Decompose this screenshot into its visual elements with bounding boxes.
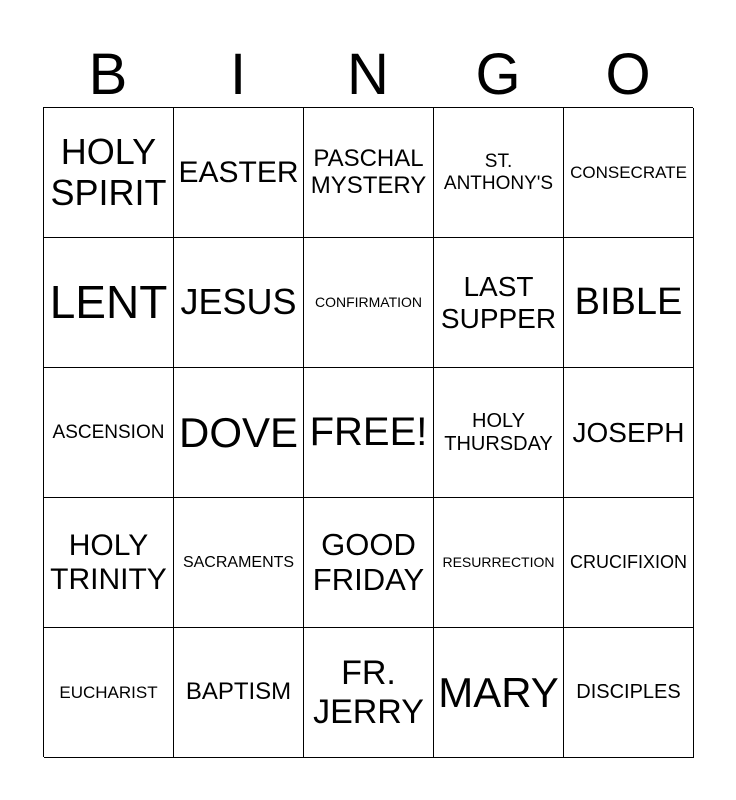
cell-label: FR. JERRY: [313, 654, 424, 731]
cell-label: LENT: [49, 275, 168, 328]
cell-label: JOSEPH: [572, 416, 685, 448]
cell-label: HOLY THURSDAY: [444, 410, 553, 455]
cell-label: HOLY TRINITY: [50, 528, 167, 596]
bingo-cell-r1c4[interactable]: [434, 108, 564, 238]
cell-label: PASCHAL MYSTERY: [310, 144, 427, 199]
bingo-cell-r4c4[interactable]: [434, 498, 564, 628]
cell-label: MARY: [438, 668, 559, 716]
cell-label: DISCIPLES: [576, 681, 681, 704]
bingo-cell-r3c5[interactable]: [564, 368, 694, 498]
bingo-cell-r5c3[interactable]: [304, 628, 434, 758]
cell-label: CONSECRATE: [570, 162, 687, 182]
bingo-card: [43, 107, 693, 757]
cell-label: EUCHARIST: [59, 682, 158, 702]
cell-label: EASTER: [178, 155, 299, 189]
bingo-cell-r5c2[interactable]: [174, 628, 304, 758]
cell-label: BIBLE: [574, 281, 683, 324]
bingo-cell-r1c5[interactable]: [564, 108, 694, 238]
bingo-cell-r2c1[interactable]: [44, 238, 174, 368]
cell-label: JESUS: [180, 281, 297, 323]
cell-label: BAPTISM: [185, 678, 292, 706]
bingo-cell-r1c1[interactable]: [44, 108, 174, 238]
bingo-cell-r5c5[interactable]: [564, 628, 694, 758]
cell-label: DOVE: [178, 408, 299, 456]
header-letter-g: G: [475, 42, 521, 107]
header-letter-n: N: [347, 42, 389, 107]
bingo-cell-r2c2[interactable]: [174, 238, 304, 368]
bingo-cell-r5c4[interactable]: [434, 628, 564, 758]
header-letter-i: I: [229, 42, 247, 107]
cell-label: FREE!: [309, 410, 428, 455]
cell-label: LAST SUPPER: [440, 271, 557, 334]
bingo-cell-r4c2[interactable]: [174, 498, 304, 628]
cell-label: GOOD FRIDAY: [312, 526, 425, 597]
bingo-cell-r2c3[interactable]: [304, 238, 434, 368]
bingo-cell-r1c3[interactable]: [304, 108, 434, 238]
cell-label: HOLY SPIRIT: [50, 131, 167, 213]
cell-label: RESURRECTION: [442, 553, 555, 570]
bingo-cell-r1c2[interactable]: [174, 108, 304, 238]
bingo-header: [43, 42, 693, 108]
bingo-cell-r3c2[interactable]: [174, 368, 304, 498]
bingo-cell-r4c1[interactable]: [44, 498, 174, 628]
bingo-cell-r4c3[interactable]: [304, 498, 434, 628]
cell-label: ASCENSION: [52, 421, 165, 443]
bingo-cell-r2c4[interactable]: [434, 238, 564, 368]
bingo-cell-r4c5[interactable]: [564, 498, 694, 628]
header-letter-b: B: [88, 42, 128, 107]
cell-label: SACRAMENTS: [182, 553, 295, 571]
bingo-cell-r5c1[interactable]: [44, 628, 174, 758]
bingo-cell-r3c1[interactable]: [44, 368, 174, 498]
header-letter-o: O: [605, 42, 651, 107]
cell-label: CONFIRMATION: [314, 293, 423, 310]
bingo-cell-r2c5[interactable]: [564, 238, 694, 368]
cell-label: CRUCIFIXION: [570, 552, 687, 573]
bingo-cell-r3c3[interactable]: [304, 368, 434, 498]
bingo-cell-r3c4[interactable]: [434, 368, 564, 498]
cell-label: ST. ANTHONY'S: [443, 151, 554, 194]
